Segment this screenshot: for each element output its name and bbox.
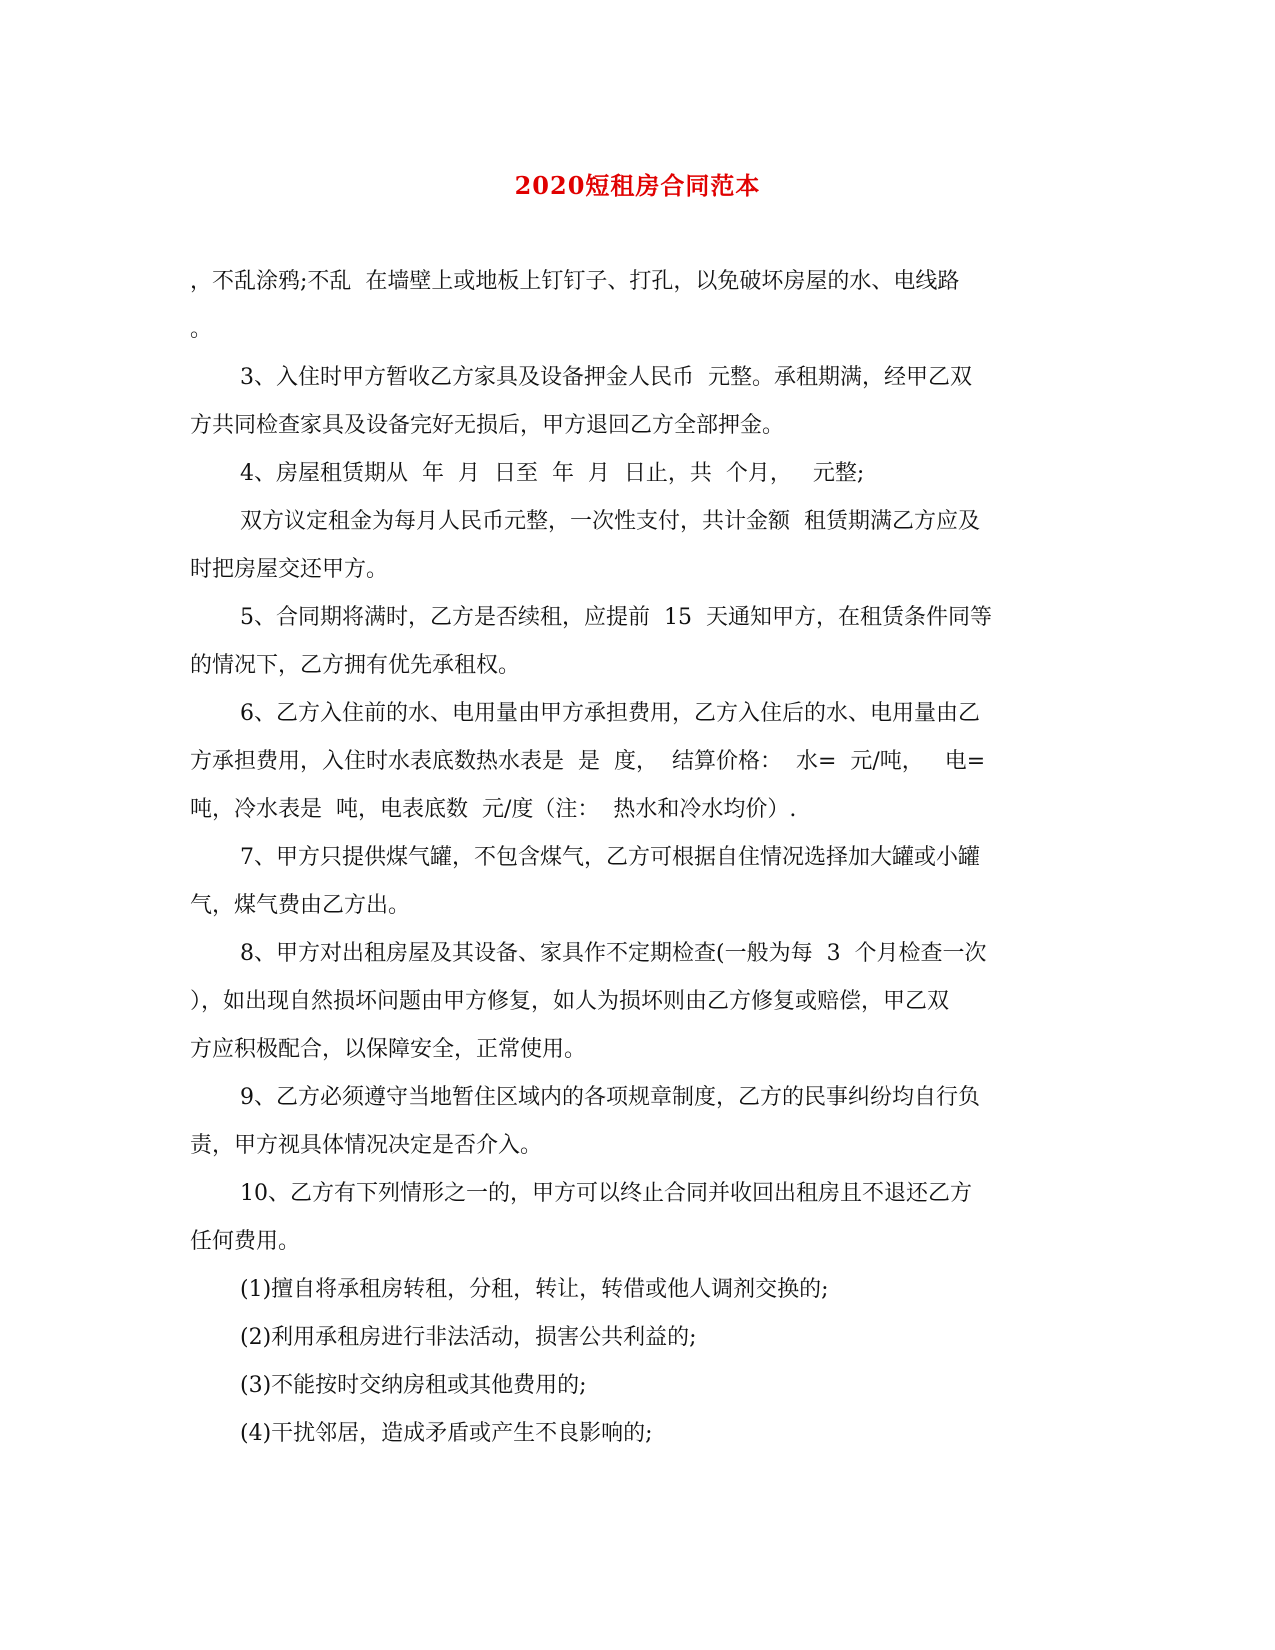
document-line: 3、入住时甲方暂收乙方家具及设备押金人民币 元整。承租期满，经甲乙双 — [240, 365, 972, 390]
document-line: 6、乙方入住前的水、电用量由甲方承担费用，乙方入住后的水、电用量由乙 — [240, 701, 980, 726]
document-line: 吨，冷水表是 吨，电表底数 元/度（注： 热水和冷水均价）. — [190, 797, 797, 822]
document-line: (1)擅自将承租房转租，分租，转让，转借或他人调剂交换的; — [240, 1277, 829, 1302]
document-line: 4、房屋租赁期从 年 月 日至 年 月 日止，共 个月， 元整; — [240, 461, 865, 486]
document-line: (3)不能按时交纳房租或其他费用的; — [240, 1373, 587, 1398]
document-line: 气，煤气费由乙方出。 — [190, 893, 411, 918]
document-line: 责，甲方视具体情况决定是否介入。 — [190, 1133, 543, 1158]
document-line: ），如出现自然损坏问题由甲方修复，如人为损坏则由乙方修复或赔偿，甲乙双 — [190, 989, 950, 1014]
document-line: 方共同检查家具及设备完好无损后，甲方退回乙方全部押金。 — [190, 413, 785, 438]
document-line: 方承担费用，入住时水表底数热水表是 是 度， 结算价格： 水= 元/吨， 电= — [190, 749, 986, 774]
document-line: ，不乱涂鸦;不乱 在墙壁上或地板上钉钉子、打孔，以免破坏房屋的水、电线路 — [190, 269, 960, 294]
document-line: (4)干扰邻居，造成矛盾或产生不良影响的; — [240, 1421, 653, 1446]
document-line: 5、合同期将满时，乙方是否续租，应提前 15 天通知甲方，在租赁条件同等 — [240, 605, 992, 630]
document-line: 方应积极配合，以保障安全，正常使用。 — [190, 1037, 587, 1062]
document-line: 10、乙方有下列情形之一的，甲方可以终止合同并收回出租房且不退还乙方 — [240, 1181, 972, 1206]
document-line: 双方议定租金为每月人民币元整，一次性支付，共计金额 租赁期满乙方应及 — [240, 509, 980, 534]
document-title: 2020短租房合同范本 — [514, 171, 761, 200]
document-line: (2)利用承租房进行非法活动，损害公共利益的; — [240, 1325, 697, 1350]
document-line: 8、甲方对出租房屋及其设备、家具作不定期检查(一般为每 3 个月检查一次 — [240, 941, 987, 966]
document-line: 9、乙方必须遵守当地暂住区域内的各项规章制度，乙方的民事纠纷均自行负 — [240, 1085, 980, 1110]
document-body — [190, 258, 1080, 1458]
document-line: 任何费用。 — [190, 1229, 301, 1254]
document-line: 的情况下，乙方拥有优先承租权。 — [190, 653, 521, 678]
document-line: 时把房屋交还甲方。 — [190, 557, 389, 582]
document-line: 7、甲方只提供煤气罐，不包含煤气，乙方可根据自住情况选择加大罐或小罐 — [240, 845, 980, 870]
document-line: 。 — [190, 317, 213, 342]
